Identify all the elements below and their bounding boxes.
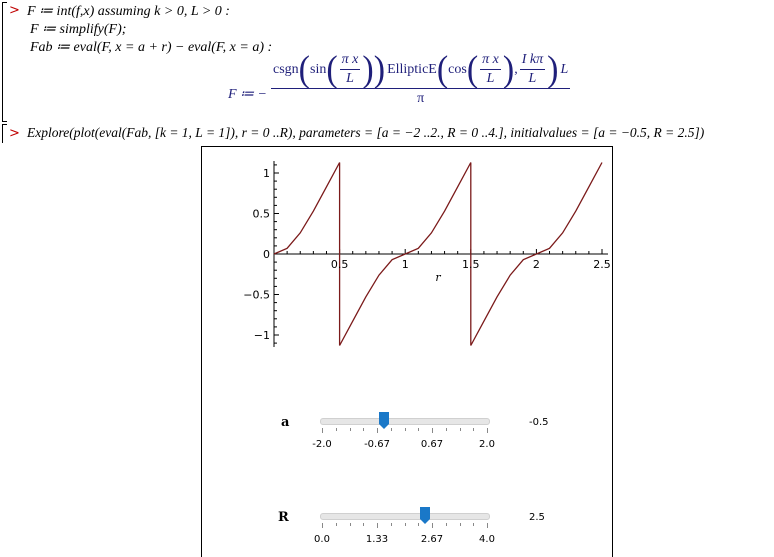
- slider-tick: [350, 428, 351, 431]
- slider-tick: [363, 428, 364, 431]
- arg-comma: ,: [514, 61, 518, 77]
- slider-tick: [487, 428, 488, 433]
- slider-r-tick-3: 4.0: [479, 534, 495, 545]
- frac-L-3: L: [528, 71, 537, 86]
- y-tick-label: 0: [263, 248, 270, 261]
- explore-panel: [201, 146, 613, 557]
- slider-a-value: -0.5: [529, 417, 549, 428]
- x-tick-label: 1: [401, 258, 409, 271]
- cos-label: cos: [448, 61, 467, 77]
- slider-tick: [446, 428, 447, 431]
- slider-r-track[interactable]: [320, 513, 490, 520]
- frac-pix: π x: [340, 51, 361, 70]
- slider-tick: [487, 523, 488, 528]
- slider-a-tick-3: 2.0: [479, 439, 495, 450]
- slider-tick: [322, 523, 323, 528]
- slider-tick: [405, 428, 406, 431]
- x-tick-label: 1.5: [462, 258, 480, 271]
- input-line-1[interactable]: F ≔ int(f,x) assuming k > 0, L > 0 :: [27, 4, 230, 19]
- x-tick-label: 2: [532, 258, 540, 271]
- x-tick-label: 0.5: [330, 258, 349, 271]
- slider-tick: [432, 428, 433, 433]
- input-line-3[interactable]: Fab ≔ eval(F, x = a + r) − eval(F, x = a) :: [30, 40, 273, 55]
- csgn-label: csgn: [273, 61, 299, 77]
- slider-tick: [377, 523, 378, 528]
- frac-ikpi: I kπ: [520, 51, 545, 70]
- frac-L: L: [346, 71, 354, 86]
- x-axis-label: r: [435, 271, 441, 284]
- denominator-pi: π: [417, 91, 425, 106]
- slider-a-label: a: [281, 415, 290, 430]
- sin-label: sin: [310, 61, 327, 77]
- slider-tick: [473, 523, 474, 526]
- slider-r-tick-0: 0.0: [314, 534, 330, 545]
- plot-area[interactable]: [202, 147, 612, 367]
- slider-tick: [336, 428, 337, 431]
- slider-tick: [460, 523, 461, 526]
- slider-tick: [391, 523, 392, 526]
- output-lhs: F ≔ −: [228, 86, 267, 102]
- slider-a-thumb[interactable]: [379, 412, 389, 429]
- slider-tick: [391, 428, 392, 431]
- prompt-marker: >: [9, 3, 20, 18]
- slider-tick: [418, 428, 419, 431]
- math-output: F ≔ − csgn ( sin ( $\frac{\text{π x}}{L}$ ) ) EllipticE ( cos ( $\frac{\text{π x}}{L}$ ) , $\frac{\text{I kπ}}{L}$ ) L π: [228, 57, 570, 103]
- slider-r-value: 2.5: [529, 512, 545, 523]
- slider-tick: [446, 523, 447, 526]
- slider-a-tick-2: 0.67: [420, 439, 444, 450]
- slider-r-tick-2: 2.67: [420, 534, 444, 545]
- slider-a-tick-0: -2.0: [312, 439, 332, 450]
- x-tick-label: 2.5: [593, 258, 611, 271]
- slider-a-track[interactable]: [320, 418, 490, 425]
- slider-tick: [473, 428, 474, 431]
- slider-tick: [336, 523, 337, 526]
- trailing-L: L: [560, 61, 569, 77]
- slider-a-tick-1: -0.67: [364, 439, 390, 450]
- y-tick-label: 1: [263, 167, 270, 180]
- y-tick-label: −0.5: [243, 288, 270, 302]
- y-tick-label: −1: [253, 329, 270, 342]
- elliptice-label: EllipticE: [387, 61, 437, 77]
- input-line-2[interactable]: F ≔ simplify(F);: [30, 22, 127, 37]
- explore-command[interactable]: Explore(plot(eval(Fab, [k = 1, L = 1]), r = 0 ..R), parameters = [a = −2 ..2., R = 0 ..4.], initialvalues = [a = −0.5, R = 2.5]): [27, 125, 705, 140]
- slider-tick: [377, 428, 378, 433]
- slider-r-tick-1: 1.33: [365, 534, 389, 545]
- slider-r-label: R: [278, 510, 289, 525]
- slider-tick: [322, 428, 323, 433]
- execution-group-bracket-2: [2, 124, 7, 143]
- slider-tick: [405, 523, 406, 526]
- prompt-marker-2: >: [9, 126, 20, 141]
- slider-tick: [418, 523, 419, 526]
- slider-r-thumb[interactable]: [420, 507, 430, 524]
- slider-tick: [432, 523, 433, 528]
- execution-group-bracket: [2, 2, 7, 122]
- frac-pix-2: π x: [480, 51, 501, 70]
- frac-L-2: L: [486, 71, 495, 86]
- y-tick-label: 0.5: [252, 207, 270, 221]
- slider-tick: [460, 428, 461, 431]
- slider-tick: [363, 523, 364, 526]
- slider-tick: [350, 523, 351, 526]
